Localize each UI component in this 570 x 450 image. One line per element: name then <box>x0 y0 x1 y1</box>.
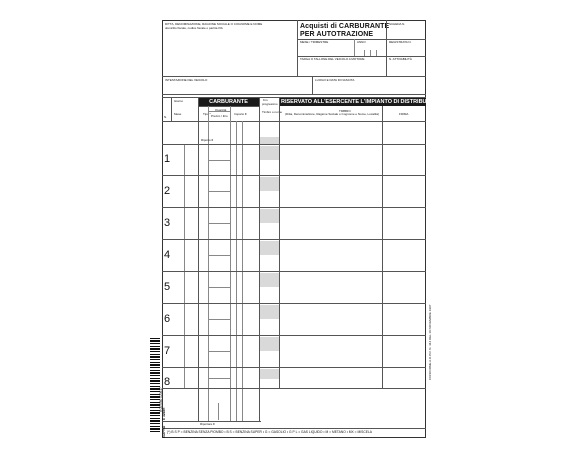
carburante-band: CARBURANTE <box>198 98 259 106</box>
timbro-sub-label: (Ditta, Denominazione, Ragione Sociale o Cognome e Nome, Località) <box>285 112 379 116</box>
riporto-label: Riporto € <box>201 138 214 142</box>
firma-label: FIRMA <box>399 112 409 116</box>
km-cell-7 <box>260 337 279 351</box>
company-sub-label: domicilio fiscale, codice fiscale o partita IVA <box>165 26 223 30</box>
timbro-label: TIMBRO <box>339 109 351 113</box>
company-label: DITTA, DENOMINAZIONE, RAGIONE SOCIALE O COGNOME E NOME <box>165 22 263 26</box>
row-number: 3 <box>164 217 171 229</box>
allegati-label: N. ATTIVABILITÀ <box>389 57 412 61</box>
row-number: 7 <box>164 345 171 357</box>
barcode-number: 8 005060 020617 <box>159 387 163 412</box>
km-cell-1 <box>260 146 279 160</box>
km-cell-2 <box>260 177 279 191</box>
n-label: N. <box>164 115 167 119</box>
giorno-label: Giorno <box>174 99 184 103</box>
mese-trimestre-label: MESE / TRIMESTRE <box>300 40 329 44</box>
timbro-col-label: Timbro o nome <box>262 110 283 114</box>
importo-label: Importo € <box>234 112 247 116</box>
km-sub-label: progressivo <box>262 102 278 106</box>
row-number: 2 <box>164 185 171 197</box>
fuel-legend: (*) B S P = BENZINA SENZA PIOMBO • B S = BENZINA SUPER • G = GASOLIO • G P L = GAS LIQUIDO • M = METANO • MX = MISCELA <box>167 430 372 434</box>
prezzo-label: Prezzo / litro <box>211 114 228 118</box>
form-title-line2: PER AUTOTRAZIONE <box>300 31 374 38</box>
row-number: 1 <box>164 153 171 165</box>
row-number: 8 <box>164 376 171 388</box>
brand-logo: EDIPRO <box>162 425 166 438</box>
tipo-label: Tipo * <box>203 112 211 116</box>
row-number: 5 <box>164 281 171 293</box>
km-cell-3 <box>260 209 279 223</box>
form-title-line1: Acquisti di CARBURANTE <box>300 23 390 30</box>
riporto-shade <box>260 137 279 144</box>
km-cell-8 <box>260 369 279 379</box>
row-number: 6 <box>164 313 171 325</box>
barcode <box>150 338 160 434</box>
quantita-label: Quantità <box>215 108 227 112</box>
registrata-label: REGISTRATA N. <box>389 40 412 44</box>
product-code: E 3268R <box>162 407 166 420</box>
row-number: 4 <box>164 249 171 261</box>
conformity-text: CONFORME A.D.P.R. N. 444 DEL 10 NOVEMBRE 1997 <box>428 304 432 380</box>
km-label: Km <box>263 98 268 102</box>
mese-col-label: Mese <box>174 112 182 116</box>
anno-label: ANNO <box>357 40 366 44</box>
km-cell-4 <box>260 241 279 255</box>
intestazione-label: INTESTAZIONE DEL VEICOLO <box>165 78 208 82</box>
scheda-label: SCHEDA N. <box>389 22 406 26</box>
reserved-band: RISERVATO ALL'ESERCENTE L'IMPIANTO DI DISTRIBUZIONE <box>281 99 444 105</box>
luogo-nascita-label: LUOGO E DATA DI NASCITA <box>315 78 355 82</box>
km-cell-6 <box>260 305 279 319</box>
km-cell-5 <box>260 273 279 287</box>
riportare-label: Riportare € <box>200 422 215 426</box>
targa-label: TARGA O TALLONE DEL VEICOLO A MOTORE <box>300 57 365 61</box>
